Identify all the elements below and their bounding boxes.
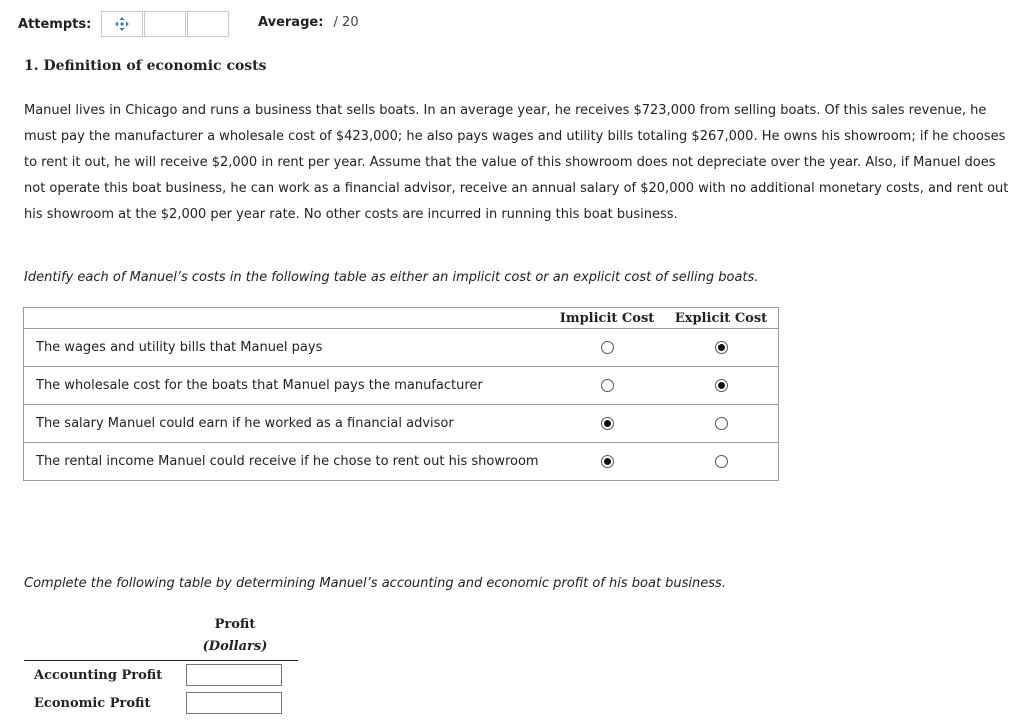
attempt-box-3 (187, 11, 229, 37)
accounting-profit-row (34, 664, 282, 686)
average-label: Average: (258, 15, 324, 30)
attempts-bar (18, 10, 230, 38)
economic-profit-row (34, 692, 282, 714)
row-label: The rental income Manuel could receive if he chose to rent out his showroom (24, 443, 551, 481)
table-row (24, 443, 779, 481)
attempt-box-1[interactable] (101, 11, 143, 37)
radio-explicit[interactable] (715, 417, 728, 430)
radio-implicit[interactable] (601, 379, 614, 392)
move-arrows-icon (115, 17, 129, 31)
attempt-box-2 (144, 11, 186, 37)
radio-explicit[interactable] (715, 341, 728, 354)
attempt-boxes (101, 11, 230, 37)
row-label: The salary Manuel could earn if he worked as a financial advisor (24, 405, 551, 443)
row-label: The wages and utility bills that Manuel pays (24, 329, 551, 367)
cost-table-corner (24, 308, 551, 329)
economic-profit-label: Economic Profit (34, 695, 151, 711)
question-paragraph: Manuel lives in Chicago and runs a business that sells boats. In an average year, he receives $723,000 from selling boats. Of this sales revenue, he must pay the manufacturer a wholesale cost of $423,000; he also pays wages and utility bills totaling $267,000. He owns his showroom; if he chooses to rent it out, he will receive $2,000 in rent per year. Assume that the value of this showroom does not depreciate over the year. Also, if Manuel does not operate this boat business, he can work as a financial advisor, receive an annual salary of $20,000 with no additional monetary costs, and rent out his showroom at the $2,000 per year rate. No other costs are incurred in running this boat business. (24, 103, 1009, 222)
cost-classification-table (23, 307, 779, 481)
radio-explicit[interactable] (715, 455, 728, 468)
table-row (24, 405, 779, 443)
table-row (24, 367, 779, 405)
radio-implicit[interactable] (601, 417, 614, 430)
average-value: / 20 (333, 15, 359, 30)
radio-explicit[interactable] (715, 379, 728, 392)
column-header-implicit: Implicit Cost (550, 308, 664, 329)
economic-profit-input[interactable] (186, 692, 282, 714)
table-row (24, 329, 779, 367)
cost-table-instruction: Identify each of Manuel’s costs in the following table as either an implicit cost or an explicit cost of selling boats. (24, 270, 759, 285)
profit-header-unit: (Dollars) (202, 639, 268, 654)
average-score (258, 15, 359, 30)
radio-implicit[interactable] (601, 455, 614, 468)
profit-column-header (186, 614, 284, 658)
profit-header-title: Profit (214, 617, 256, 632)
question-title: 1. Definition of economic costs (24, 58, 267, 74)
profit-table-instruction: Complete the following table by determining Manuel’s accounting and economic profit of his boat business. (24, 576, 726, 591)
accounting-profit-input[interactable] (186, 664, 282, 686)
row-label: The wholesale cost for the boats that Manuel pays the manufacturer (24, 367, 551, 405)
radio-implicit[interactable] (601, 341, 614, 354)
profit-table-divider (24, 660, 298, 661)
attempts-label: Attempts: (18, 16, 92, 32)
accounting-profit-label: Accounting Profit (34, 667, 163, 683)
column-header-explicit: Explicit Cost (664, 308, 779, 329)
